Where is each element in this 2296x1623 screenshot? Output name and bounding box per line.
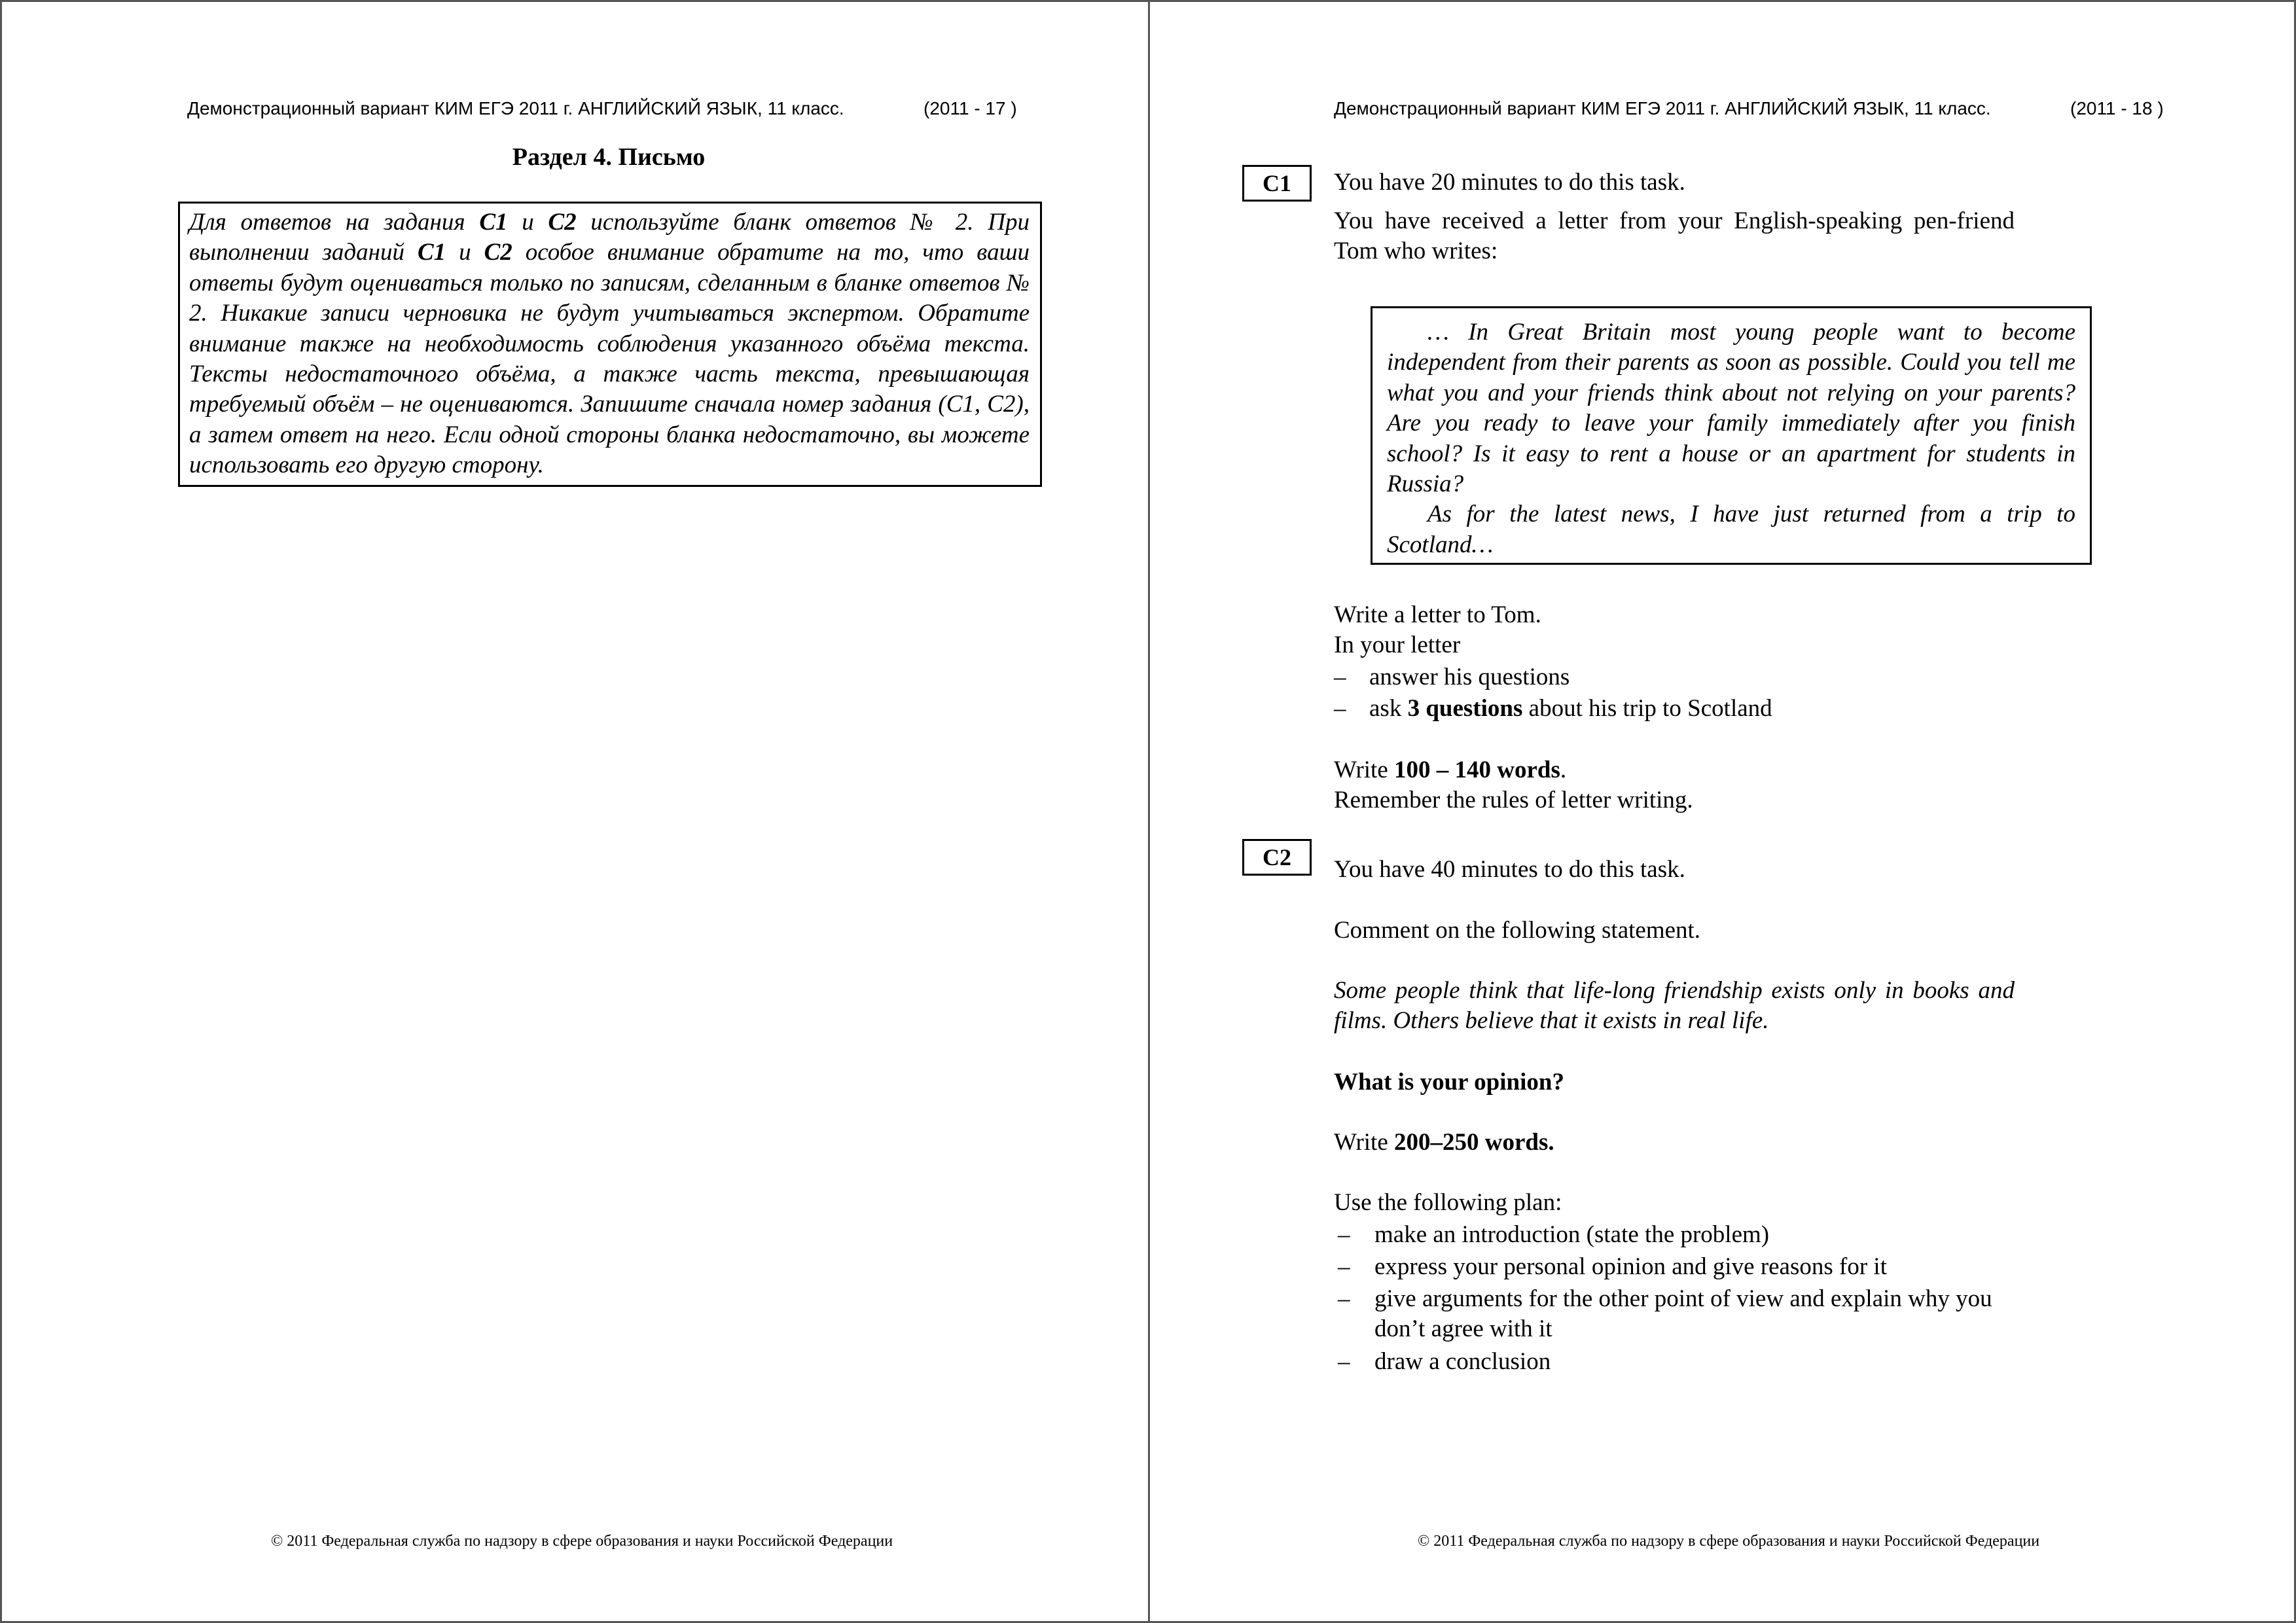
c1-bullet-2-bold: 3 questions xyxy=(1407,695,1523,722)
task-label-c2: C2 xyxy=(1242,839,1312,876)
bullet-dash: – xyxy=(1334,664,1346,690)
instructions-task-c2: C2 xyxy=(484,239,512,266)
c2-word-count-bold: 200–250 words. xyxy=(1394,1129,1554,1156)
c2-plan-intro: Use the following plan: xyxy=(1334,1189,1562,1216)
c1-bullet-2 xyxy=(1369,694,1772,724)
header-title: Демонстрационный вариант КИМ ЕГЭ 2011 г. АНГЛИЙСКИЙ ЯЗЫК, 11 класс. xyxy=(1334,98,1991,118)
c1-in-your-letter: In your letter xyxy=(1334,632,1461,658)
left-page-footer: © 2011 Федеральная служба по надзору в сфере образования и науки Российской Федерации xyxy=(271,1533,893,1550)
instructions-text: и xyxy=(446,239,484,266)
c2-time: You have 40 minutes to do this task. xyxy=(1334,856,1685,883)
section-title: Раздел 4. Письмо xyxy=(512,143,706,171)
instructions-text: Для ответов на задания xyxy=(189,209,480,236)
instructions-task-c1: C1 xyxy=(479,209,508,236)
c1-bullet-2-pre: ask xyxy=(1369,695,1408,722)
instructions-text: и xyxy=(507,209,548,236)
pen-friend-letter xyxy=(1371,306,2092,565)
c2-statement: Some people think that life-long friendship exists only in books and films. Others believe that it exists in real life. xyxy=(1334,977,2015,1034)
c1-word-count xyxy=(1334,755,1566,785)
c1-remember: Remember the rules of letter writing. xyxy=(1334,787,1693,813)
left-page-header xyxy=(187,98,1017,119)
c1-word-count-bold: 100 – 140 words xyxy=(1394,757,1560,783)
bullet-dash: – xyxy=(1338,1348,1350,1375)
c2-comment: Comment on the following statement. xyxy=(1334,917,1701,944)
right-page xyxy=(1148,0,2296,1623)
c2-word-count-pre: Write xyxy=(1334,1129,1394,1156)
right-page-number: (2011 - 18 ) xyxy=(2070,98,2164,118)
c1-time: You have 20 minutes to do this task. xyxy=(1334,169,1685,196)
c2-plan-item: draw a conclusion xyxy=(1374,1348,1551,1375)
instructions-box xyxy=(178,202,1042,487)
letter-paragraph: … In Great Britain most young people want to become independent from their parents as soon as possible. Could you tell me what you and your friends think about not relying on your parents? Are you ready to leave your family immediately after you finish school? Is it easy to rent a house or an apartment for students in Russia? xyxy=(1387,319,2075,498)
c1-word-count-pre: Write xyxy=(1334,757,1394,783)
instructions-text: особое внимание обратите на то, что ваши ответы будут оцениваться только по записям, сделанным в бланке ответов № 2. Никакие записи черновика не будут учитываться экспертом. Обратите внимание также на необходимость соблюдения указанного объёма текста. Тексты недостаточного объёма, а также часть текста, превышающая требуемый объём – не оцениваются. Запишите сначала номер задания (C1, C2), а затем ответ на него. Если одной стороны бланка недостаточно, вы можете использовать его другую сторону. xyxy=(189,239,1030,479)
instructions-text: используйте бланк ответов № 2. При выполнении заданий xyxy=(189,209,1030,266)
bullet-dash: – xyxy=(1338,1285,1350,1312)
instructions-task-c2: C2 xyxy=(548,209,577,236)
c2-plan-item: express your personal opinion and give reasons for it xyxy=(1374,1253,1887,1280)
c1-bullet-1: answer his questions xyxy=(1369,664,1570,690)
task-label-c1: C1 xyxy=(1242,165,1312,202)
c1-word-count-post: . xyxy=(1560,757,1567,783)
c1-intro: You have received a letter from your English-speaking pen-friend Tom who writes: xyxy=(1334,207,2015,264)
c1-write-letter: Write a letter to Tom. xyxy=(1334,601,1541,628)
bullet-dash: – xyxy=(1334,695,1346,722)
right-page-header xyxy=(1334,98,2164,119)
instructions-task-c1: C1 xyxy=(417,239,446,266)
c2-word-count xyxy=(1334,1128,1554,1158)
c2-plan-item: make an introduction (state the problem) xyxy=(1374,1221,1770,1248)
c2-plan-item: give arguments for the other point of view and explain why you don’t agree with it xyxy=(1374,1285,1992,1342)
left-page-number: (2011 - 17 ) xyxy=(924,98,1017,118)
header-title: Демонстрационный вариант КИМ ЕГЭ 2011 г. АНГЛИЙСКИЙ ЯЗЫК, 11 класс. xyxy=(187,98,844,118)
bullet-dash: – xyxy=(1338,1221,1350,1248)
right-page-footer: © 2011 Федеральная служба по надзору в сфере образования и науки Российской Федерации xyxy=(1418,1533,2040,1550)
c2-question: What is your opinion? xyxy=(1334,1069,1564,1096)
bullet-dash: – xyxy=(1338,1253,1350,1280)
c1-bullet-2-post: about his trip to Scotland xyxy=(1522,695,1772,722)
letter-paragraph: As for the latest news, I have just returned from a trip to Scotland… xyxy=(1387,501,2075,558)
